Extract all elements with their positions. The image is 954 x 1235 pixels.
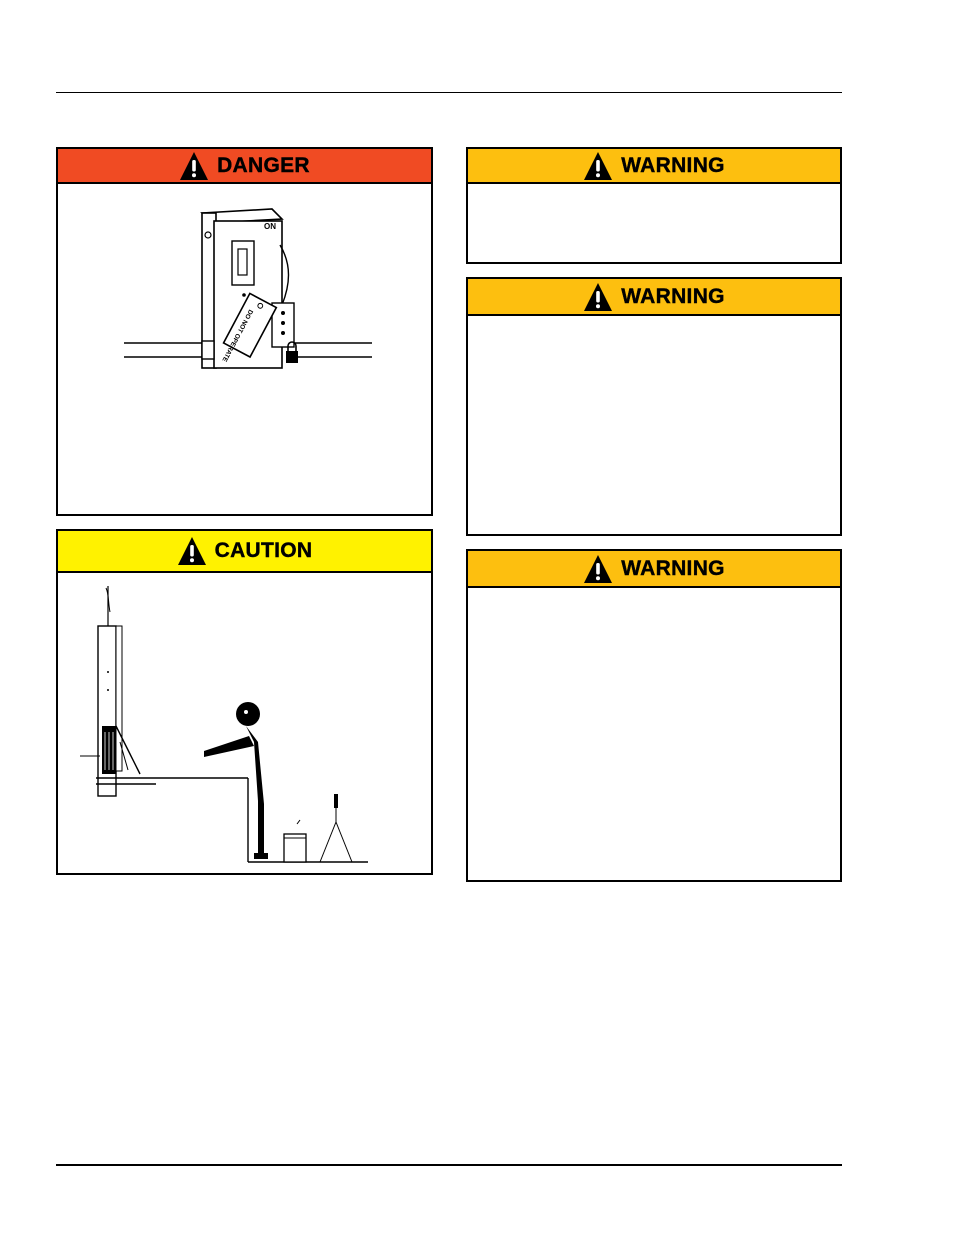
caution-signal-word: CAUTION [214, 539, 313, 562]
warning-signal-word-3: WARNING [621, 556, 725, 580]
danger-panel [56, 147, 433, 516]
danger-signal-word: DANGER [217, 153, 310, 177]
exclamation-triangle-icon [179, 151, 209, 181]
exclamation-triangle-icon [583, 282, 613, 312]
exclamation-triangle-icon [177, 536, 207, 566]
lockout-disconnect-illustration [122, 205, 382, 375]
switch-on-label: ON [264, 222, 276, 231]
warning-header-3 [468, 551, 840, 588]
warning-header-2 [468, 279, 840, 316]
warning-panel-1 [466, 147, 842, 264]
warning-signal-word-1: WARNING [621, 153, 725, 177]
danger-header [58, 149, 431, 184]
header-rule [56, 92, 842, 93]
warning-header-1 [468, 149, 840, 184]
warning-panel-3 [466, 549, 842, 882]
warning-signal-word-2: WARNING [621, 284, 725, 308]
footer-rule [56, 1164, 842, 1166]
caution-panel [56, 529, 433, 875]
do-not-operate-tag-text: DO NOT OPERATE [220, 308, 254, 363]
exclamation-triangle-icon [583, 554, 613, 584]
exclamation-triangle-icon [583, 151, 613, 181]
dock-leveler-person-illustration [58, 566, 431, 871]
warning-panel-2 [466, 277, 842, 536]
